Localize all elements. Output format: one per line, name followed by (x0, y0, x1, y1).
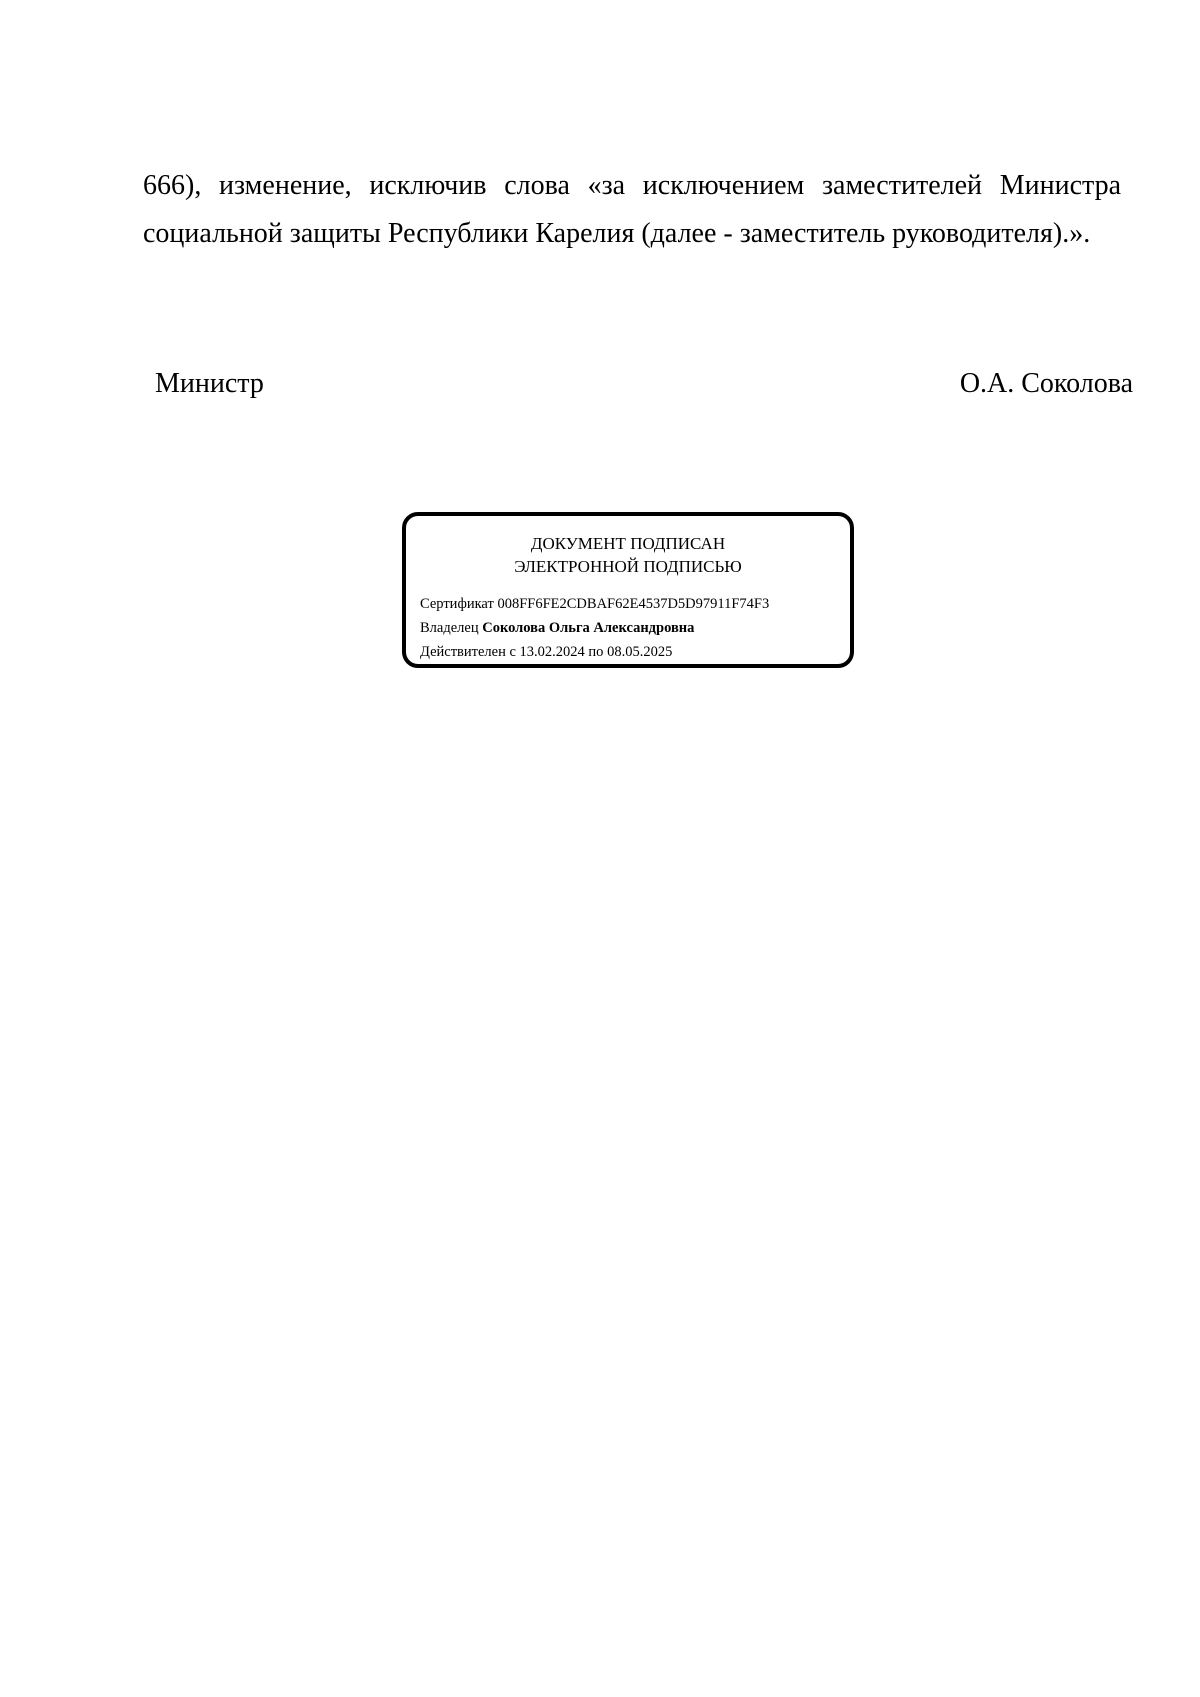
signer-position: Министр (155, 368, 264, 399)
certificate-value: 008FF6FE2CDBAF62E4537D5D97911F74F3 (497, 596, 770, 612)
validity-label: Действителен (420, 644, 506, 660)
certificate-line (420, 592, 769, 616)
validity-to-date: 08.05.2025 (607, 644, 673, 660)
validity-line (420, 640, 769, 664)
validity-to-label: по (588, 644, 604, 660)
stamp-heading (406, 532, 850, 578)
stamp-heading-line-1: ДОКУМЕНТ ПОДПИСАН (530, 534, 726, 553)
stamp-details (420, 592, 769, 664)
validity-from-label: с (509, 644, 516, 660)
owner-value: Соколова Ольга Александровна (482, 620, 695, 636)
owner-line (420, 616, 769, 640)
signer-name: О.А. Соколова (959, 368, 1133, 399)
stamp-heading-line-2: ЭЛЕКТРОННОЙ ПОДПИСЬЮ (514, 557, 742, 576)
validity-from-date: 13.02.2024 (519, 644, 585, 660)
electronic-signature-stamp (402, 512, 854, 668)
body-paragraph: 666), изменение, исключив слова «за исключением заместителей Министра социальной защиты Республики Карелия (далее - заместитель руководителя).». (143, 170, 1121, 249)
owner-label: Владелец (420, 620, 479, 636)
certificate-label: Сертификат (420, 596, 494, 612)
